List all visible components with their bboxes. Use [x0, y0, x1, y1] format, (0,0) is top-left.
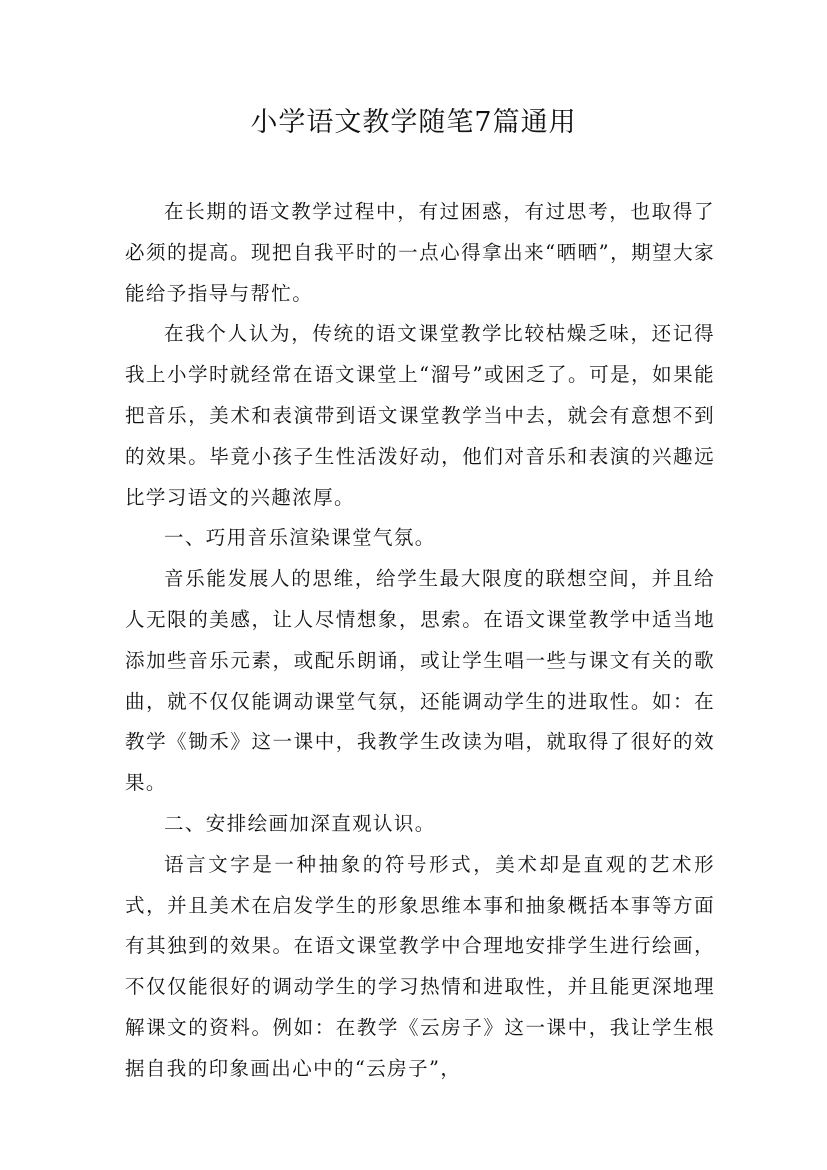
paragraph-intro: 在长期的语文教学过程中，有过困惑，有过思考，也取得了必须的提高。现把自我平时的一点心得拿出来“晒晒”，期望大家能给予指导与帮忙。: [125, 200, 715, 305]
section-heading-music: 一、巧用音乐渲染课堂气氛。: [164, 526, 436, 550]
paragraph-background: 在我个人认为，传统的语文课堂教学比较枯燥乏味，还记得我上小学时就经常在语文课堂上“溜号”或困乏了。可是，如果能把音乐，美术和表演带到语文课堂教学当中去，就会有意想不到的效果。毕竟小孩子生性活泼好动，他们对音乐和表演的兴趣远比学习语文的兴趣浓厚。: [125, 322, 715, 509]
document-title: 小学语文教学随笔7篇通用: [250, 107, 577, 138]
document-body: [125, 192, 715, 1090]
section-heading-drawing: 二、安排绘画加深直观认识。: [164, 811, 436, 835]
paragraph-music: 音乐能发展人的思维，给学生最大限度的联想空间，并且给人无限的美感，让人尽情想象，思索。在语文课堂教学中适当地添加些音乐元素，或配乐朗诵，或让学生唱一些与课文有关的歌曲，就不仅仅能调动课堂气氛，还能调动学生的进取性。如：在教学《锄禾》这一课中，我教学生改读为唱，就取得了很好的效果。: [125, 567, 715, 795]
paragraph-drawing: 语言文字是一种抽象的符号形式，美术却是直观的艺术形式，并且美术在启发学生的形象思维本事和抽象概括本事等方面有其独到的效果。在语文课堂教学中合理地安排学生进行绘画，不仅仅能很好的调动学生的学习热情和进取性，并且能更深地理解课文的资料。例如：在教学《云房子》这一课中，我让学生根据自我的印象画出心中的“云房子”，: [125, 852, 715, 1080]
